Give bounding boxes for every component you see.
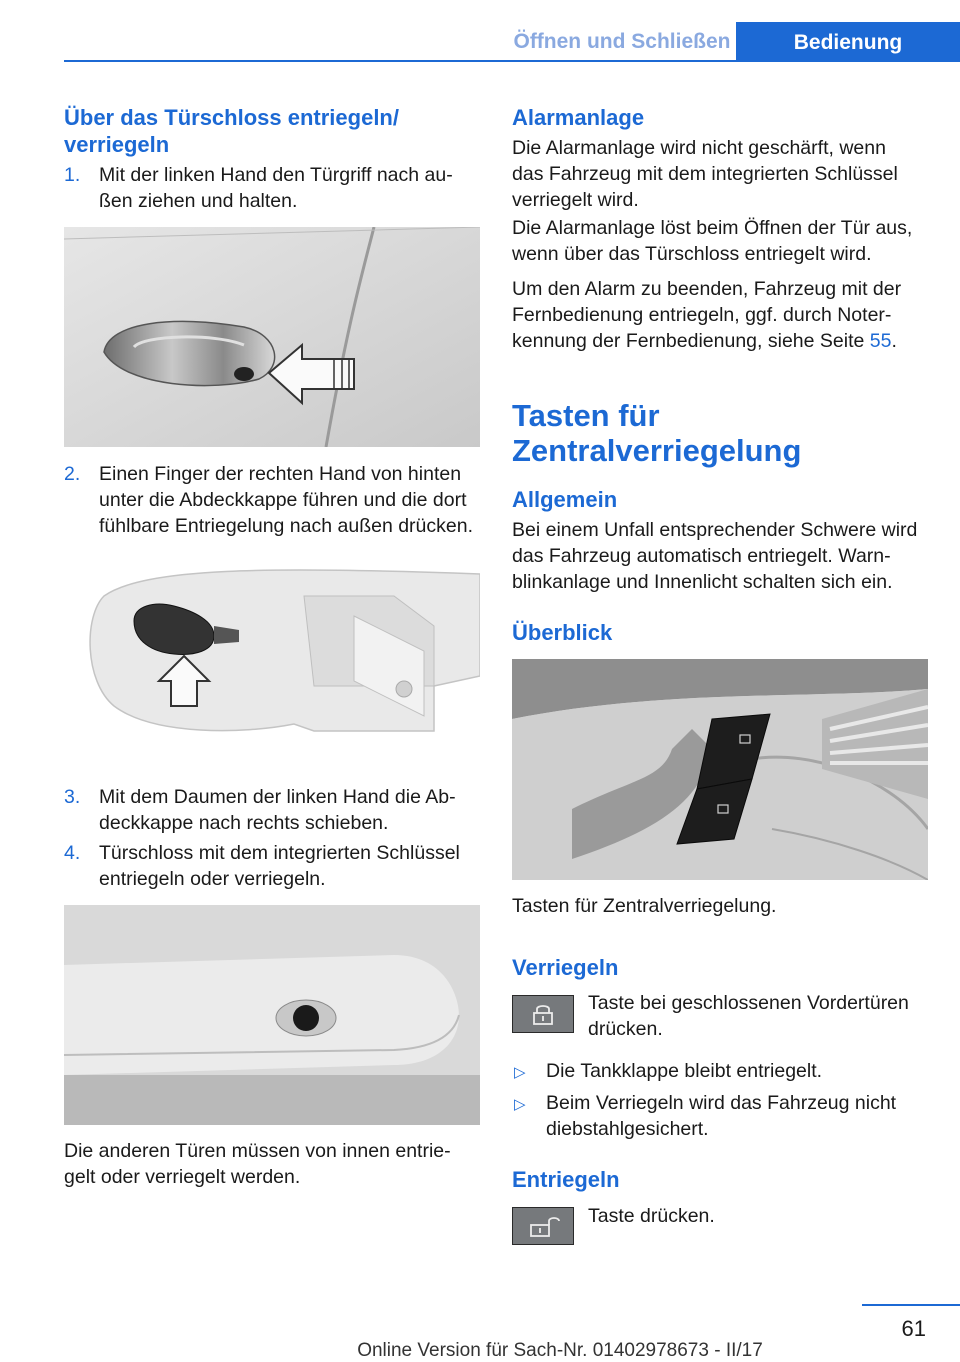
section-title-line: verriegeln	[64, 132, 170, 157]
bullet-line: diebstahlgesichert.	[546, 1118, 709, 1140]
step-4-text	[99, 840, 460, 892]
section-title-door-lock	[64, 104, 399, 158]
step-3-text	[99, 784, 456, 836]
header-rule	[64, 60, 960, 62]
note-line: gelt oder verriegelt werden.	[64, 1166, 301, 1188]
unlock-title: Entriegeln	[512, 1167, 620, 1192]
step-line: deckkappe nach rechts schieben.	[99, 812, 389, 834]
step-number: 2.	[64, 463, 81, 485]
section-title-line: Über das Türschloss entriegeln/	[64, 105, 399, 130]
footer-text: Online Version für Sach-Nr. 01402978673 - II/17	[357, 1340, 763, 1361]
lock-bullet-1: Die Tankklappe bleibt entriegelt.	[546, 1060, 823, 1082]
header-chapter-tab: Bedienung	[736, 22, 960, 62]
unlock-icon	[513, 1208, 573, 1244]
step-line: Einen Finger der rechten Hand von hinten	[99, 463, 462, 485]
lock-button-image	[512, 995, 574, 1033]
footer-rule	[862, 1304, 960, 1306]
overview-title: Überblick	[512, 620, 613, 645]
note-other-doors	[64, 1138, 451, 1190]
alarm-line: Die Alarmanlage löst beim Öffnen der Tür aus,	[512, 217, 913, 239]
note-line: Die anderen Türen müssen von innen entrie‐	[64, 1140, 451, 1162]
step-line: Mit der linken Hand den Türgriff nach au‐	[99, 164, 453, 186]
alarm-line: Um den Alarm zu beenden, Fahrzeug mit der	[512, 278, 902, 300]
main-title-line: Tasten für	[512, 398, 660, 433]
main-title-line: Zentralverriegelung	[512, 433, 802, 468]
alarm-line: Fernbedienung entriegeln, ggf. durch Noter‐	[512, 304, 892, 326]
bullet-line: Beim Verriegeln wird das Fahrzeug nicht	[546, 1092, 897, 1114]
step-line: Türschloss mit dem integrierten Schlüssel	[99, 842, 460, 864]
step-line: fühlbare Entriegelung nach außen drücken.	[99, 515, 474, 537]
step-number: 1.	[64, 164, 81, 186]
general-line: blinkanlage und Innenlicht schalten sich ein.	[512, 571, 893, 593]
step-number: 3.	[64, 786, 81, 808]
step-line: unter die Abdeckkappe führen und die dort	[99, 489, 467, 511]
alarm-line: verriegelt wird.	[512, 189, 639, 211]
central-locking-buttons-image	[512, 659, 928, 880]
general-line: Bei einem Unfall entsprechender Schwere wird	[512, 519, 918, 541]
general-paragraph	[512, 517, 917, 595]
main-title-central-locking	[512, 398, 801, 468]
step-2-text	[99, 461, 473, 539]
door-handle-pull-image	[64, 227, 480, 447]
alarm-line: wenn über das Türschloss entriegelt wird.	[512, 243, 872, 265]
lock-line: drücken.	[588, 1018, 663, 1040]
step-number: 4.	[64, 842, 81, 864]
general-title: Allgemein	[512, 487, 618, 512]
alarm-line-text: kennung der Fernbedienung, siehe Seite	[512, 330, 870, 352]
alarm-title: Alarmanlage	[512, 105, 645, 130]
lock-line: Taste bei geschlossenen Vordertüren	[588, 992, 909, 1014]
alarm-paragraph-2	[512, 215, 912, 267]
door-lock-image	[64, 905, 480, 1125]
alarm-paragraph-3	[512, 276, 901, 354]
lock-icon	[513, 996, 573, 1032]
bullet-triangle-icon: ▷	[514, 1064, 526, 1081]
unlock-text: Taste drücken.	[588, 1205, 715, 1227]
cover-cap-image	[64, 556, 480, 756]
step-line: entriegeln oder verriegeln.	[99, 868, 326, 890]
lock-title: Verriegeln	[512, 955, 619, 980]
page-reference-link[interactable]: 55	[869, 330, 892, 352]
bullet-triangle-icon: ▷	[514, 1096, 526, 1113]
general-line: das Fahrzeug automatisch entriegelt. Warn‐	[512, 545, 891, 567]
alarm-line	[512, 328, 901, 354]
step-line: Mit dem Daumen der linken Hand die Ab‐	[99, 786, 456, 808]
alarm-paragraph-1	[512, 135, 898, 213]
overview-caption: Tasten für Zentralverriegelung.	[512, 895, 777, 917]
page-number: 61	[901, 1316, 926, 1341]
lock-bullet-2	[546, 1090, 896, 1142]
alarm-line: das Fahrzeug mit dem integrierten Schlüssel	[512, 163, 898, 185]
lock-text	[588, 990, 909, 1042]
unlock-button-image	[512, 1207, 574, 1245]
alarm-line-end: .	[891, 330, 897, 352]
header-section-title: Öffnen und Schließen	[513, 30, 731, 53]
alarm-line: Die Alarmanlage wird nicht geschärft, wenn	[512, 137, 886, 159]
step-line: ßen ziehen und halten.	[99, 190, 298, 212]
step-1-text	[99, 162, 453, 214]
